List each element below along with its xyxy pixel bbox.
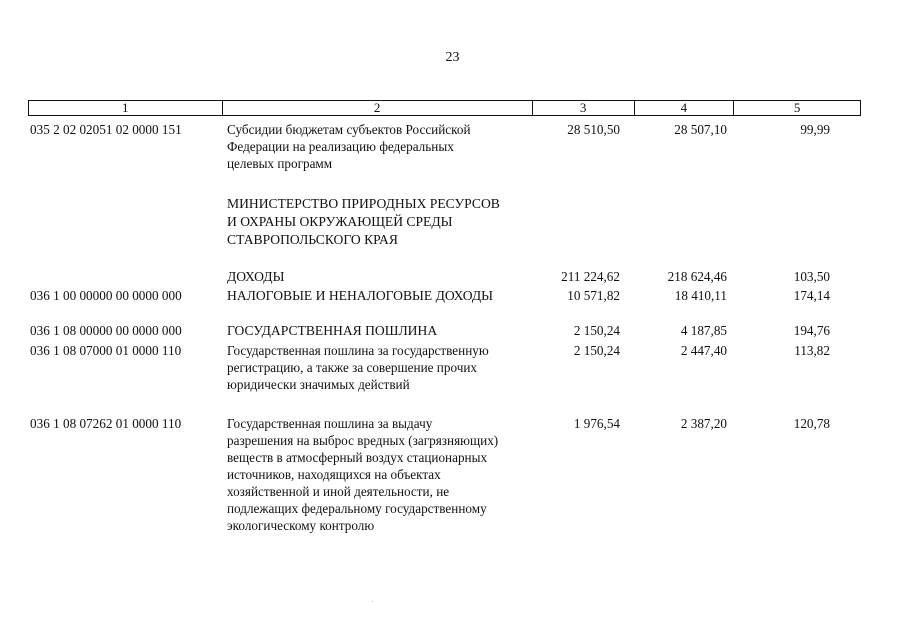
row-description [227,268,537,286]
value-col-5: 99,99 [800,122,830,137]
value-col-5: 174,14 [793,288,830,303]
description-line: хозяйственной и иной деятельности, не [227,484,450,499]
value-col-4: 4 187,85 [680,323,727,338]
description-line: НАЛОГОВЫЕ И НЕНАЛОГОВЫЕ ДОХОДЫ [227,288,494,303]
heading-line: И ОХРАНЫ ОКРУЖАЮЩЕЙ СРЕДЫ [227,214,453,229]
description-line: целевых программ [227,156,333,171]
value-col-3: 211 224,62 [561,269,620,284]
description-line: Государственная пошлина за выдачу [227,416,433,431]
description-line: Субсидии бюджетам субъектов Российской [227,122,471,137]
description-line: источников, находящихся на объектах [227,467,441,482]
description-line: веществ в атмосферный воздух стационарных [227,450,488,465]
heading-line: СТАВРОПОЛЬСКОГО КРАЯ [227,232,398,247]
scan-artifact [372,601,373,602]
value-col-3: 28 510,50 [567,122,620,137]
description-line: регистрацию, а также за совершение прочих [227,360,477,375]
value-col-5: 103,50 [793,269,830,284]
value-col-4: 18 410,11 [674,288,727,303]
description-line: юридически значимых действий [227,377,410,392]
description-line: Государственная пошлина за государственную [227,343,489,358]
value-col-3: 2 150,24 [573,343,620,358]
value-col-5: 194,76 [793,323,830,338]
value-col-5: 120,78 [793,416,830,431]
ministry-title [227,195,537,249]
page-number: 23 [445,50,460,65]
description-line: ДОХОДЫ [227,269,285,284]
value-col-4: 2 447,40 [680,343,727,358]
budget-code: 036 1 08 00000 00 0000 000 [30,323,182,338]
description-line: разрешения на выброс вредных (загрязняющих) [227,433,499,448]
value-col-3: 1 976,54 [573,416,620,431]
value-col-4: 218 624,46 [667,269,727,284]
budget-code: 036 1 08 07000 01 0000 110 [30,343,182,358]
row-description [227,121,537,172]
row-description [227,322,537,340]
value-col-5: 113,82 [794,343,830,358]
header-col-3: 3 [533,101,635,115]
row-description [227,342,537,393]
description-line: подлежащих федеральному государственному [227,501,487,516]
row-description [227,415,537,534]
description-line: экологическому контролю [227,518,375,533]
header-col-5: 5 [793,100,801,115]
value-col-4: 2 387,20 [680,416,727,431]
budget-code: 035 2 02 02051 02 0000 151 [30,122,182,137]
header-col-2: 2 [223,101,533,115]
description-line: Федерации на реализацию федеральных [227,139,454,154]
budget-code: 036 1 08 07262 01 0000 110 [30,416,182,431]
value-col-3: 10 571,82 [567,288,620,303]
heading-line: МИНИСТЕРСТВО ПРИРОДНЫХ РЕСУРСОВ [227,196,500,211]
value-col-3: 2 150,24 [573,323,620,338]
budget-code: 036 1 00 00000 00 0000 000 [30,288,182,303]
header-col-4: 4 [635,101,735,115]
header-col-1: 1 [29,101,223,115]
value-col-4: 28 507,10 [674,122,727,137]
table-header [28,100,861,116]
description-line: ГОСУДАРСТВЕННАЯ ПОШЛИНА [227,323,438,338]
row-description [227,287,537,305]
